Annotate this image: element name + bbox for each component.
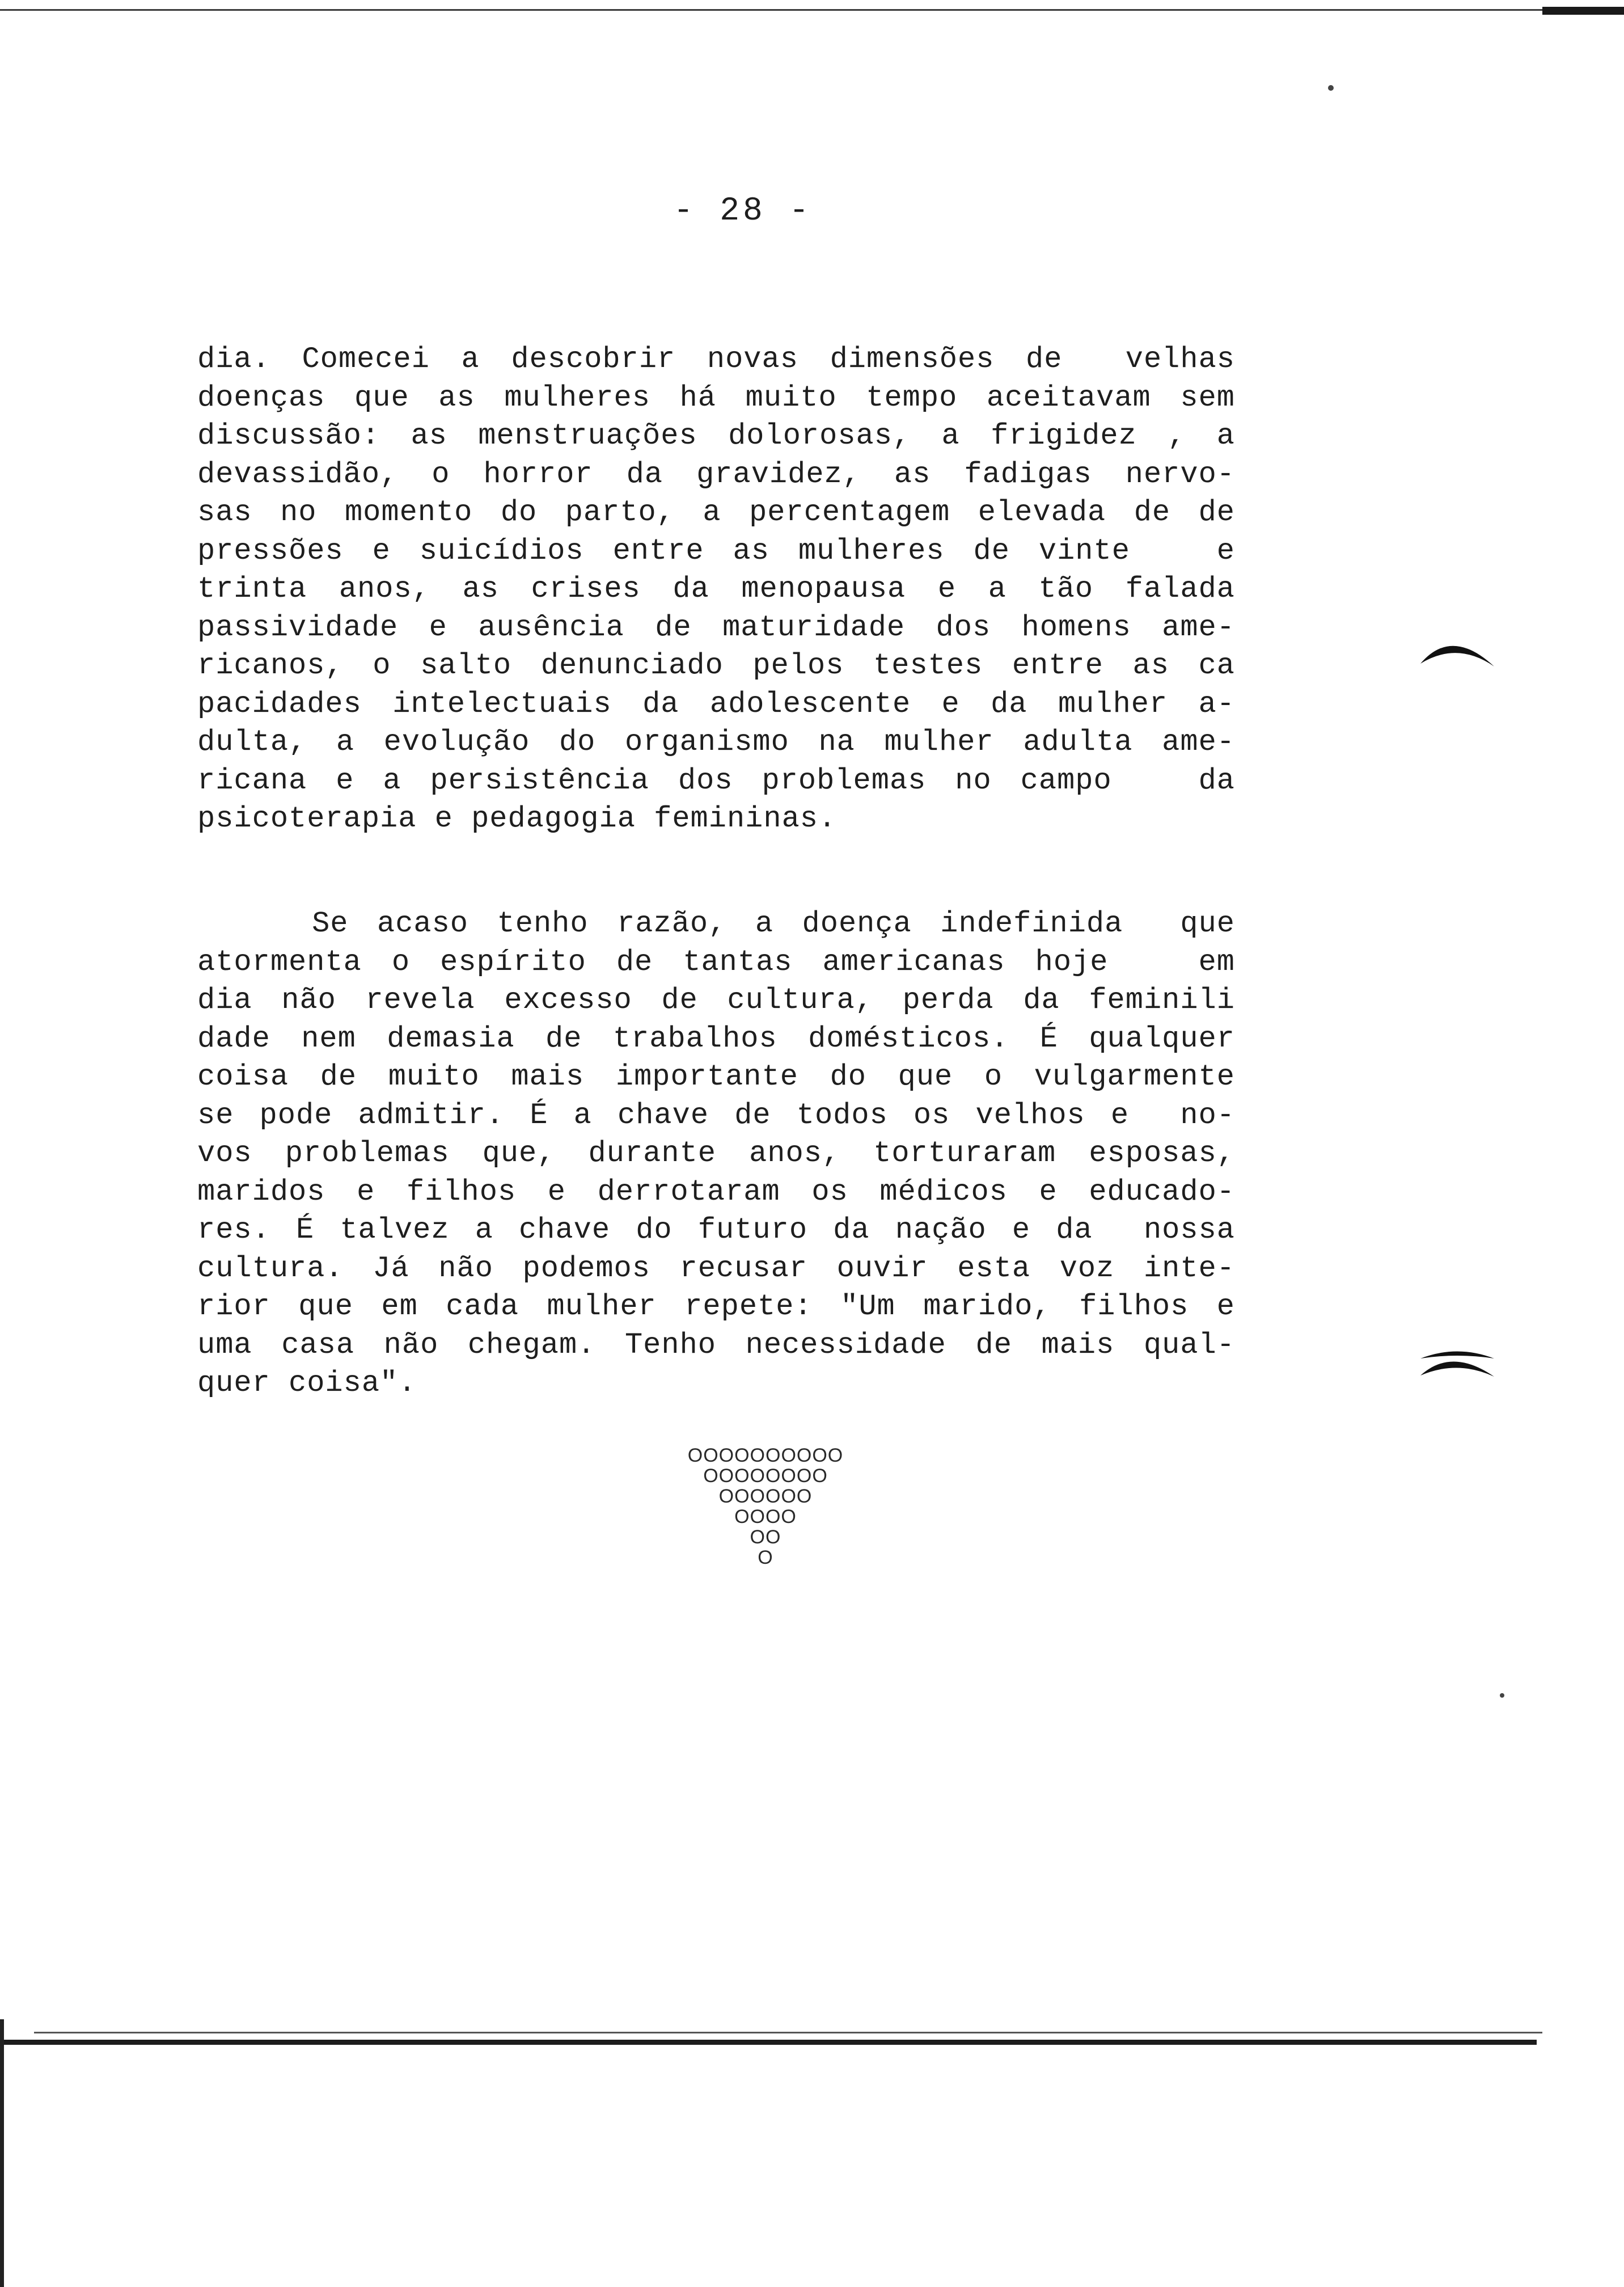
- text-line: maridos e filhos e derrotaram os médicos e educado-: [197, 1175, 1235, 1209]
- paragraph-1: [197, 340, 1235, 838]
- text-line: se pode admitir. É a chave de todos os velhos e no-: [197, 1098, 1235, 1132]
- text-line: vos problemas que, durante anos, torturaram esposas,: [197, 1137, 1235, 1170]
- text-line: cultura. Já não podemos recusar ouvir esta voz inte-: [197, 1251, 1235, 1285]
- text-line: ricanos, o salto denunciado pelos testes entre as ca: [197, 649, 1235, 682]
- ornament-row: OO: [750, 1526, 781, 1548]
- text-line: devassidão, o horror da gravidez, as fadigas nervo-: [197, 457, 1235, 491]
- ornament-row: O: [758, 1547, 773, 1568]
- text-line: sas no momento do parto, a percentagem elevada de de: [197, 496, 1235, 529]
- text-line: doenças que as mulheres há muito tempo aceitavam sem: [197, 381, 1235, 415]
- bottom-edge-rule: [0, 2040, 1537, 2045]
- text-line: rior que em cada mulher repete: "Um marido, filhos e: [197, 1290, 1235, 1323]
- ornament-row: OOOOOO: [718, 1486, 813, 1507]
- text-line: psicoterapia e pedagogia femininas.: [197, 802, 837, 836]
- end-ornament: [612, 1445, 919, 1568]
- text-line: dade nem demasia de trabalhos domésticos. É qualquer: [197, 1022, 1235, 1056]
- top-edge-rule: [0, 9, 1548, 11]
- binding-hole-mark-icon: [1418, 1341, 1497, 1381]
- text-line: passividade e ausência de maturidade dos homens ame-: [197, 610, 1235, 644]
- text-line: res. É talvez a chave do futuro da nação e da nossa: [197, 1213, 1235, 1247]
- text-line: dia não revela excesso de cultura, perda da feminili: [197, 984, 1235, 1017]
- bottom-edge-rule-thin: [34, 2032, 1542, 2033]
- text-line: dia. Comecei a descobrir novas dimensões de velhas: [197, 343, 1235, 376]
- text-line: coisa de muito mais importante do que o vulgarmente: [197, 1060, 1235, 1094]
- text-line: trinta anos, as crises da menopausa e a tão falada: [197, 572, 1235, 606]
- text-line: Se acaso tenho razão, a doença indefinida que: [197, 907, 1235, 940]
- left-edge-rule: [0, 2019, 4, 2287]
- page-number: - 28 -: [673, 193, 813, 230]
- speck-dot: [1328, 85, 1334, 91]
- text-line: discussão: as menstruações dolorosas, a frigidez , a: [197, 419, 1235, 453]
- ornament-row: OOOO: [734, 1506, 797, 1528]
- text-line: atormenta o espírito de tantas americanas hoje em: [197, 945, 1235, 979]
- binding-hole-mark-icon: [1418, 632, 1497, 672]
- text-line: dulta, a evolução do organismo na mulher adulta ame-: [197, 725, 1235, 759]
- ornament-row: OOOOOOOOOO: [687, 1445, 844, 1466]
- top-edge-mark: [1542, 7, 1624, 15]
- speck-dot: [1500, 1693, 1504, 1698]
- text-line: pressões e suicídios entre as mulheres de vinte e: [197, 534, 1235, 568]
- text-line: quer coisa".: [197, 1366, 417, 1400]
- paragraph-2: [197, 905, 1235, 1403]
- ornament-row: OOOOOOOO: [703, 1465, 828, 1487]
- text-line: uma casa não chegam. Tenho necessidade de mais qual-: [197, 1328, 1235, 1362]
- text-line: pacidades intelectuais da adolescente e da mulher a-: [197, 687, 1235, 721]
- text-line: ricana e a persistência dos problemas no campo da: [197, 763, 1235, 798]
